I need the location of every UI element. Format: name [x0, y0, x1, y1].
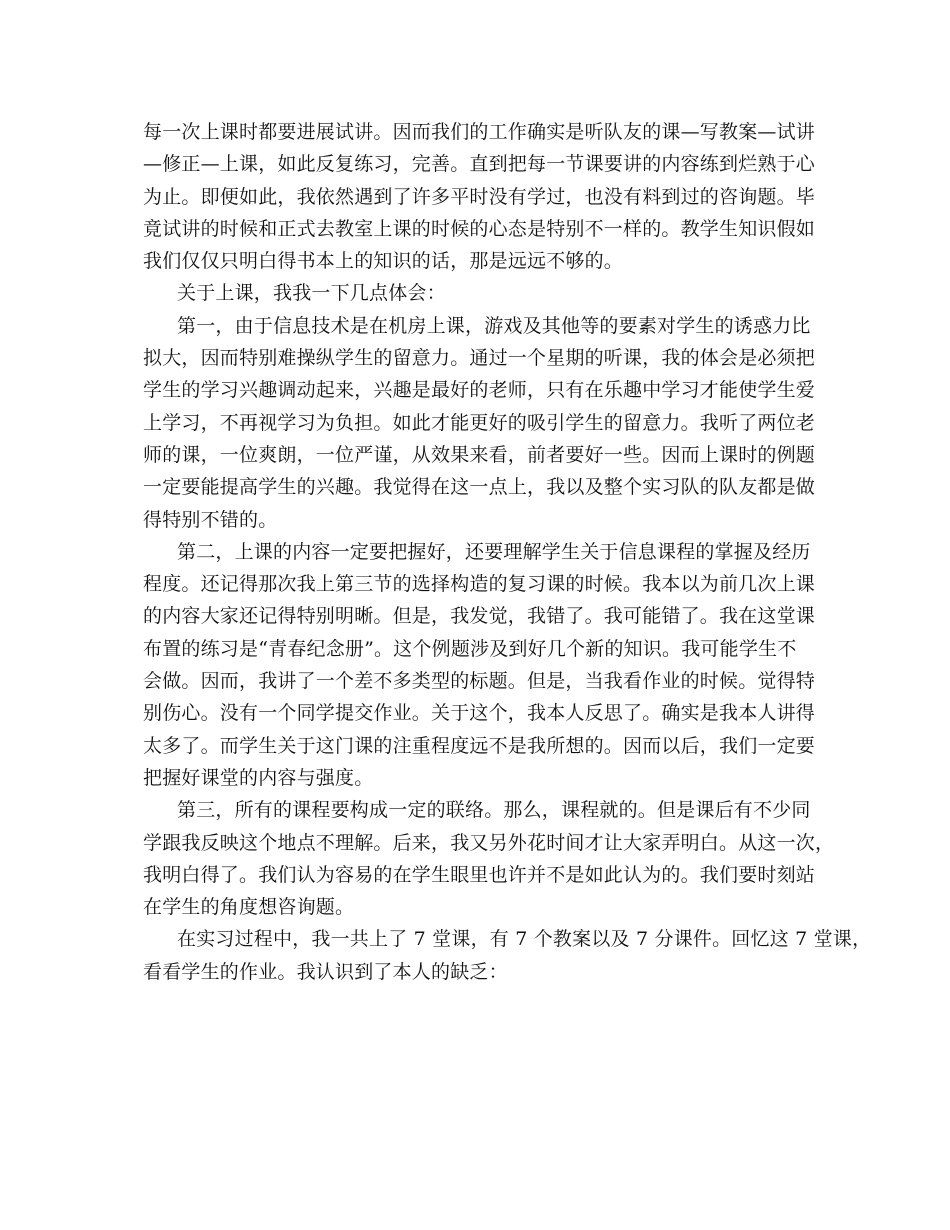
text-line: 关于上课，我我一下几点体会：: [177, 282, 446, 305]
text-line: 学跟我反映这个地点不理解。后来，我又另外花时间才让大家弄明白。从这一次，: [143, 831, 835, 854]
text-line: 太多了。而学生关于这门课的注重程度远不是我所想的。因而以后，我们一定要: [143, 734, 816, 757]
text-line: 在学生的角度想咨询题。: [143, 896, 355, 919]
text-line: 师的课，一位爽朗，一位严谨，从效果来看，前者要好一些。因而上课时的例题: [143, 443, 816, 466]
text-line: 程度。还记得那次我上第三节的选择构造的复习课的时候。我本以为前几次上课: [143, 573, 816, 596]
body-text: [143, 116, 872, 988]
text-line: 我们仅仅只明白得书本上的知识的话，那是远远不够的。: [143, 250, 624, 273]
text-line: 第二，上课的内容一定要把握好，还要理解学生关于信息课程的掌握及经历: [177, 540, 811, 563]
text-line: 布置的练习是“青春纪念册”。这个例题涉及到好几个新的知识。我可能学生不: [143, 637, 797, 660]
text-line: 把握好课堂的内容与强度。: [143, 766, 374, 789]
text-line: 会做。因而，我讲了一个差不多类型的标题。但是，当我看作业的时候。觉得特: [143, 670, 816, 693]
text-line: —修正—上课，如此反复练习，完善。直到把每一节课要讲的内容练到烂熟于心: [143, 153, 816, 176]
text-line: 学生的学习兴趣调动起来，兴趣是最好的老师，只有在乐趣中学习才能使学生爱: [143, 379, 816, 402]
text-line: 竟试讲的时候和正式去教室上课的时候的心态是特别不一样的。教学生知识假如: [143, 217, 816, 240]
text-line: 每一次上课时都要进展试讲。因而我们的工作确实是听队友的课—写教案—试讲: [143, 121, 816, 143]
text-line: 得特别不错的。: [143, 508, 278, 531]
text-line: 第一，由于信息技术是在机房上课，游戏及其他等的要素对学生的诱惑力比: [177, 314, 811, 337]
text-line: 为止。即便如此，我依然遇到了许多平时没有学过，也没有料到过的咨询题。毕: [143, 185, 816, 208]
text-line: 我明白得了。我们认为容易的在学生眼里也许并不是如此认为的。我们要时刻站: [143, 863, 816, 886]
text-line: 一定要能提高学生的兴趣。我觉得在这一点上，我以及整个实习队的队友都是做: [143, 476, 816, 499]
text-line: 的内容大家还记得特别明晰。但是，我发觉，我错了。我可能错了。我在这堂课: [143, 605, 816, 628]
text-line: 在实习过程中，我一共上了 7 堂课，有 7 个教案以及 7 分课件。回忆这 7 堂课，: [177, 928, 872, 951]
text-line: 拟大，因而特别难操纵学生的留意力。通过一个星期的听课，我的体会是必须把: [143, 347, 816, 370]
text-line: 上学习，不再视学习为负担。如此才能更好的吸引学生的留意力。我听了两位老: [143, 411, 816, 434]
text-line: 第三，所有的课程要构成一定的联络。那么，课程就的。但是课后有不少同: [177, 799, 811, 822]
text-line: 看看学生的作业。我认识到了本人的缺乏：: [143, 960, 508, 983]
text-line: 别伤心。没有一个同学提交作业。关于这个，我本人反思了。确实是我本人讲得: [143, 702, 816, 725]
